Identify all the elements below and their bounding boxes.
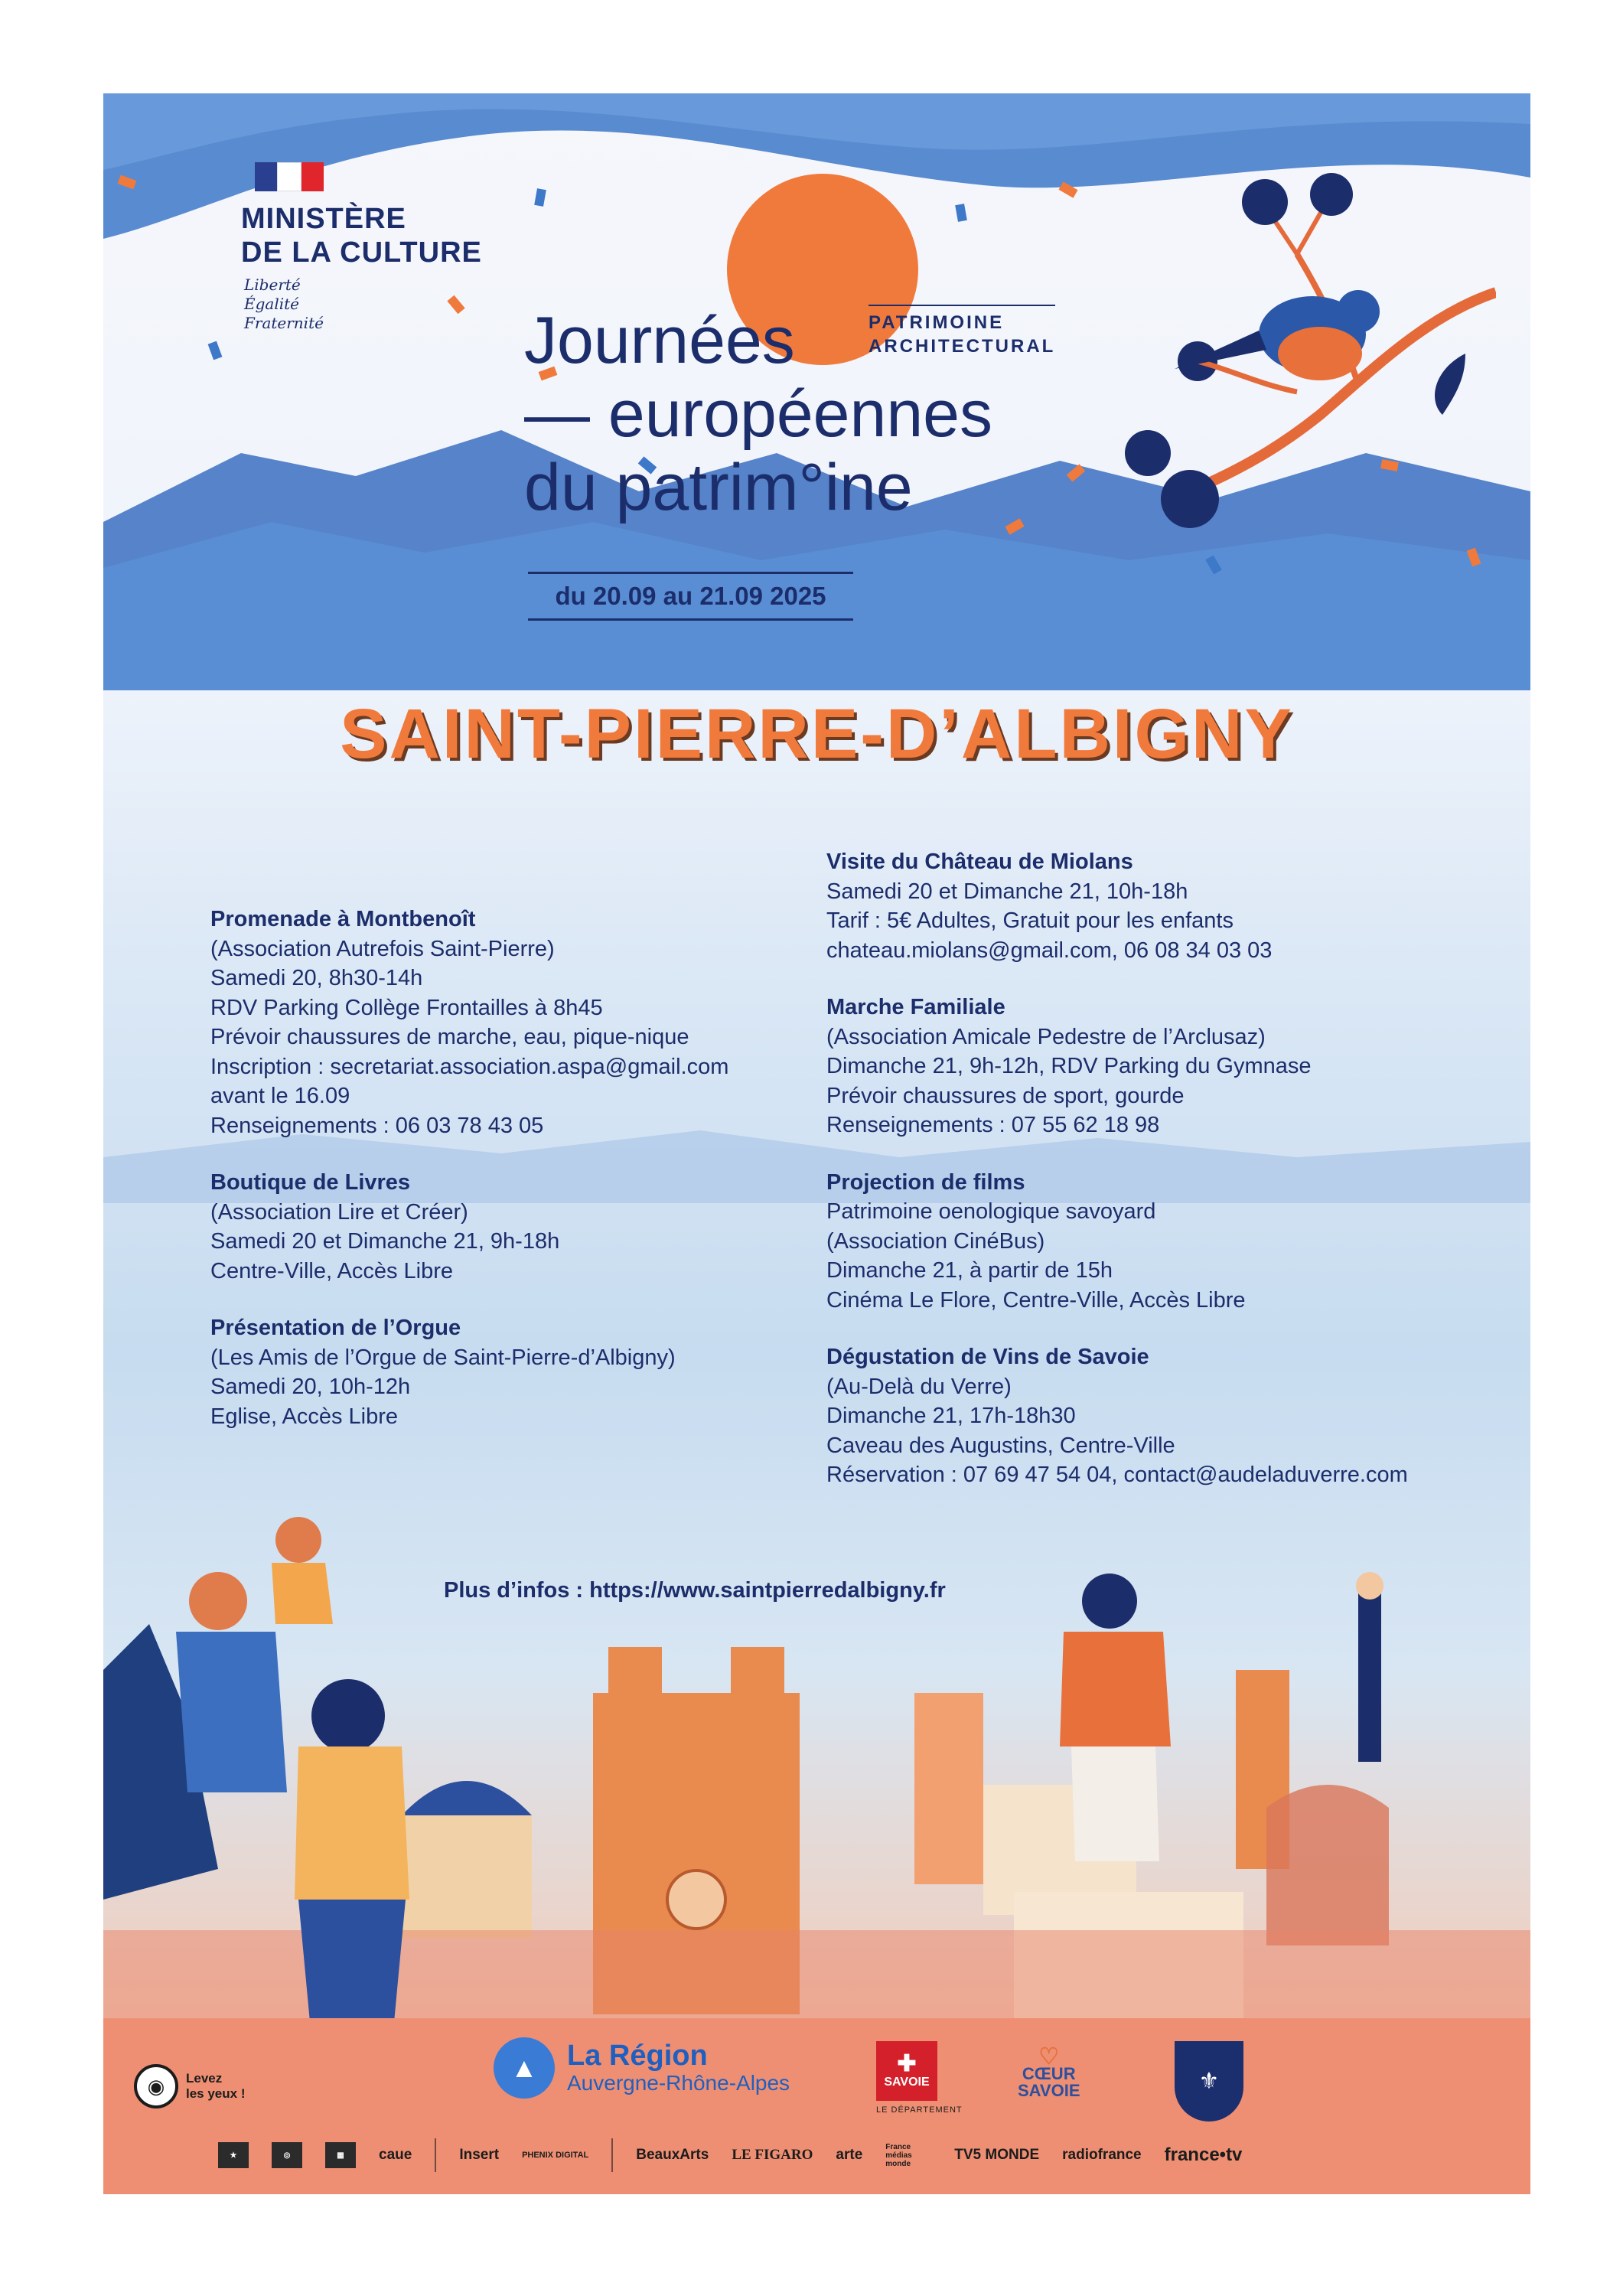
event-detail: Samedi 20, 8h30-14h (210, 966, 423, 990)
event-title: Boutique de Livres (210, 1170, 411, 1195)
more-info-link[interactable]: Plus d’infos : https://www.saintpierredalbigny.fr (444, 1578, 946, 1603)
divider (435, 2138, 436, 2172)
heart-icon: ♡ (1038, 2044, 1060, 2069)
event-block (826, 847, 1500, 965)
event-detail: Patrimoine oenologique savoyard (826, 1199, 1156, 1224)
partner-logo-icon: ▦ (325, 2142, 356, 2168)
event-detail: Centre-Ville, Accès Libre (210, 1258, 454, 1283)
savoie-caption: LE DÉPARTEMENT (876, 2105, 963, 2115)
event-detail: avant le 16.09 (210, 1084, 350, 1108)
event-title: Dégustation de Vins de Savoie (826, 1345, 1149, 1369)
title-line: — européennes (524, 377, 992, 451)
region-subname: Auvergne-Rhône-Alpes (567, 2071, 790, 2095)
event-detail: (Association Amicale Pedestre de l’Arclusaz) (826, 1024, 1266, 1049)
motto-line: Liberté (244, 276, 301, 294)
coeur-text: CŒUR (1022, 2064, 1076, 2083)
event-detail: RDV Parking Collège Frontailles à 8h45 (210, 995, 603, 1020)
event-dates: du 20.09 au 21.09 2025 (528, 572, 853, 621)
council-europe-icon: ◎ (272, 2142, 302, 2168)
event-detail: Dimanche 21, 9h-12h, RDV Parking du Gymnase (826, 1054, 1312, 1078)
poster (103, 93, 1530, 2194)
eu-flag-icon: ★ (218, 2142, 249, 2168)
events-right-column (826, 847, 1500, 1518)
event-detail: (Au-Delà du Verre) (826, 1374, 1012, 1399)
event-detail: Samedi 20 et Dimanche 21, 10h-18h (826, 879, 1188, 904)
event-detail: Renseignements : 07 55 62 18 98 (826, 1113, 1160, 1137)
partner-logo: arte (836, 2147, 863, 2163)
region-name: La Région (567, 2040, 708, 2072)
town-crest-icon: ⚜ (1175, 2041, 1243, 2122)
levez-text: Levez (186, 2071, 223, 2086)
event-detail: Inscription : secretariat.association.aspa@gmail.com (210, 1054, 729, 1079)
ministry-motto (244, 276, 482, 333)
coeur-de-savoie-logo (1018, 2044, 1080, 2100)
event-detail: Caveau des Augustins, Centre-Ville (826, 1433, 1175, 1458)
savoie-cross-icon: ✚ SAVOIE (876, 2041, 937, 2101)
event-block (826, 993, 1500, 1140)
event-title: Présentation de l’Orgue (210, 1316, 461, 1340)
partner-logo: LE FIGARO (732, 2147, 813, 2163)
event-detail: Prévoir chaussures de marche, eau, pique-nique (210, 1025, 689, 1049)
levez-les-yeux-logo (134, 2064, 246, 2108)
partner-logo: France médias monde (885, 2142, 912, 2168)
partner-logo: Insert (459, 2147, 500, 2163)
event-detail: Prévoir chaussures de sport, gourde (826, 1083, 1185, 1108)
city-illustration (103, 1471, 1530, 2053)
town-name: SAINT-PIERRE-D’ALBIGNY (340, 695, 1294, 773)
event-title: Visite du Château de Miolans (826, 850, 1133, 874)
events-left-column (210, 905, 823, 1459)
coeur-text: SAVOIE (1018, 2081, 1080, 2100)
event-title: Marche Familiale (826, 995, 1005, 1019)
event-detail: Dimanche 21, à partir de 15h (826, 1258, 1113, 1283)
levez-text: les yeux ! (186, 2086, 246, 2101)
subtitle-line: PATRIMOINE (869, 312, 1005, 333)
motto-line: Égalité (244, 295, 299, 313)
partner-logo: TV5 MONDE (954, 2147, 1040, 2163)
event-detail: Réservation : 07 69 47 54 04, contact@audeladuverre.com (826, 1463, 1408, 1487)
event-detail: (Association Lire et Créer) (210, 1199, 468, 1225)
event-detail: Samedi 20, 10h-12h (210, 1375, 411, 1399)
eye-icon: ◉ (134, 2064, 178, 2108)
partner-logo: BeauxArts (636, 2147, 709, 2163)
divider (611, 2138, 613, 2172)
ministry-logo (241, 162, 482, 333)
savoie-label: SAVOIE (884, 2076, 930, 2089)
event-block (210, 1168, 823, 1286)
title-line: Journées (524, 304, 795, 377)
event-detail: (Association CinéBus) (826, 1228, 1045, 1254)
french-flag-icon (255, 162, 324, 191)
partner-logo: caue (379, 2147, 412, 2163)
motto-line: Fraternité (244, 314, 324, 332)
title-line: du patrim°ine (524, 451, 913, 524)
region-logo (494, 2037, 790, 2099)
partner-logo: france•tv (1164, 2144, 1243, 2165)
ministry-name (241, 202, 482, 269)
event-block (826, 1342, 1500, 1490)
event-title: Projection de films (826, 1169, 1025, 1195)
bird-branch-illustration (1067, 139, 1496, 568)
event-title: Promenade à Montbenoît (210, 907, 476, 931)
ministry-name-line: DE LA CULTURE (241, 236, 482, 269)
event-detail: (Les Amis de l’Orgue de Saint-Pierre-d’Albigny) (210, 1345, 676, 1370)
event-block (210, 905, 823, 1140)
partner-logos (218, 2138, 1242, 2172)
partner-logo: radiofrance (1062, 2147, 1142, 2163)
partner-logo: PHENIX DIGITAL (522, 2151, 589, 2160)
event-detail: Eglise, Accès Libre (210, 1404, 399, 1429)
savoie-logo (876, 2041, 963, 2115)
event-detail: Tarif : 5€ Adultes, Gratuit pour les enfants (826, 908, 1234, 933)
event-detail: Renseignements : 06 03 78 43 05 (210, 1113, 544, 1138)
subtitle-line: ARCHITECTURAL (869, 336, 1056, 357)
event-block (826, 1168, 1500, 1316)
event-detail: chateau.miolans@gmail.com, 06 08 34 03 03 (826, 938, 1273, 963)
event-subtitle (869, 305, 1055, 358)
event-detail: Cinéma Le Flore, Centre-Ville, Accès Libre (826, 1287, 1246, 1313)
event-detail: Dimanche 21, 17h-18h30 (826, 1404, 1076, 1428)
event-detail: (Association Autrefois Saint-Pierre) (210, 936, 555, 961)
event-block (210, 1313, 823, 1431)
region-mountain-icon: ▲ (494, 2037, 555, 2099)
event-detail: Samedi 20 et Dimanche 21, 9h-18h (210, 1229, 560, 1254)
ministry-name-line: MINISTÈRE (241, 203, 406, 235)
